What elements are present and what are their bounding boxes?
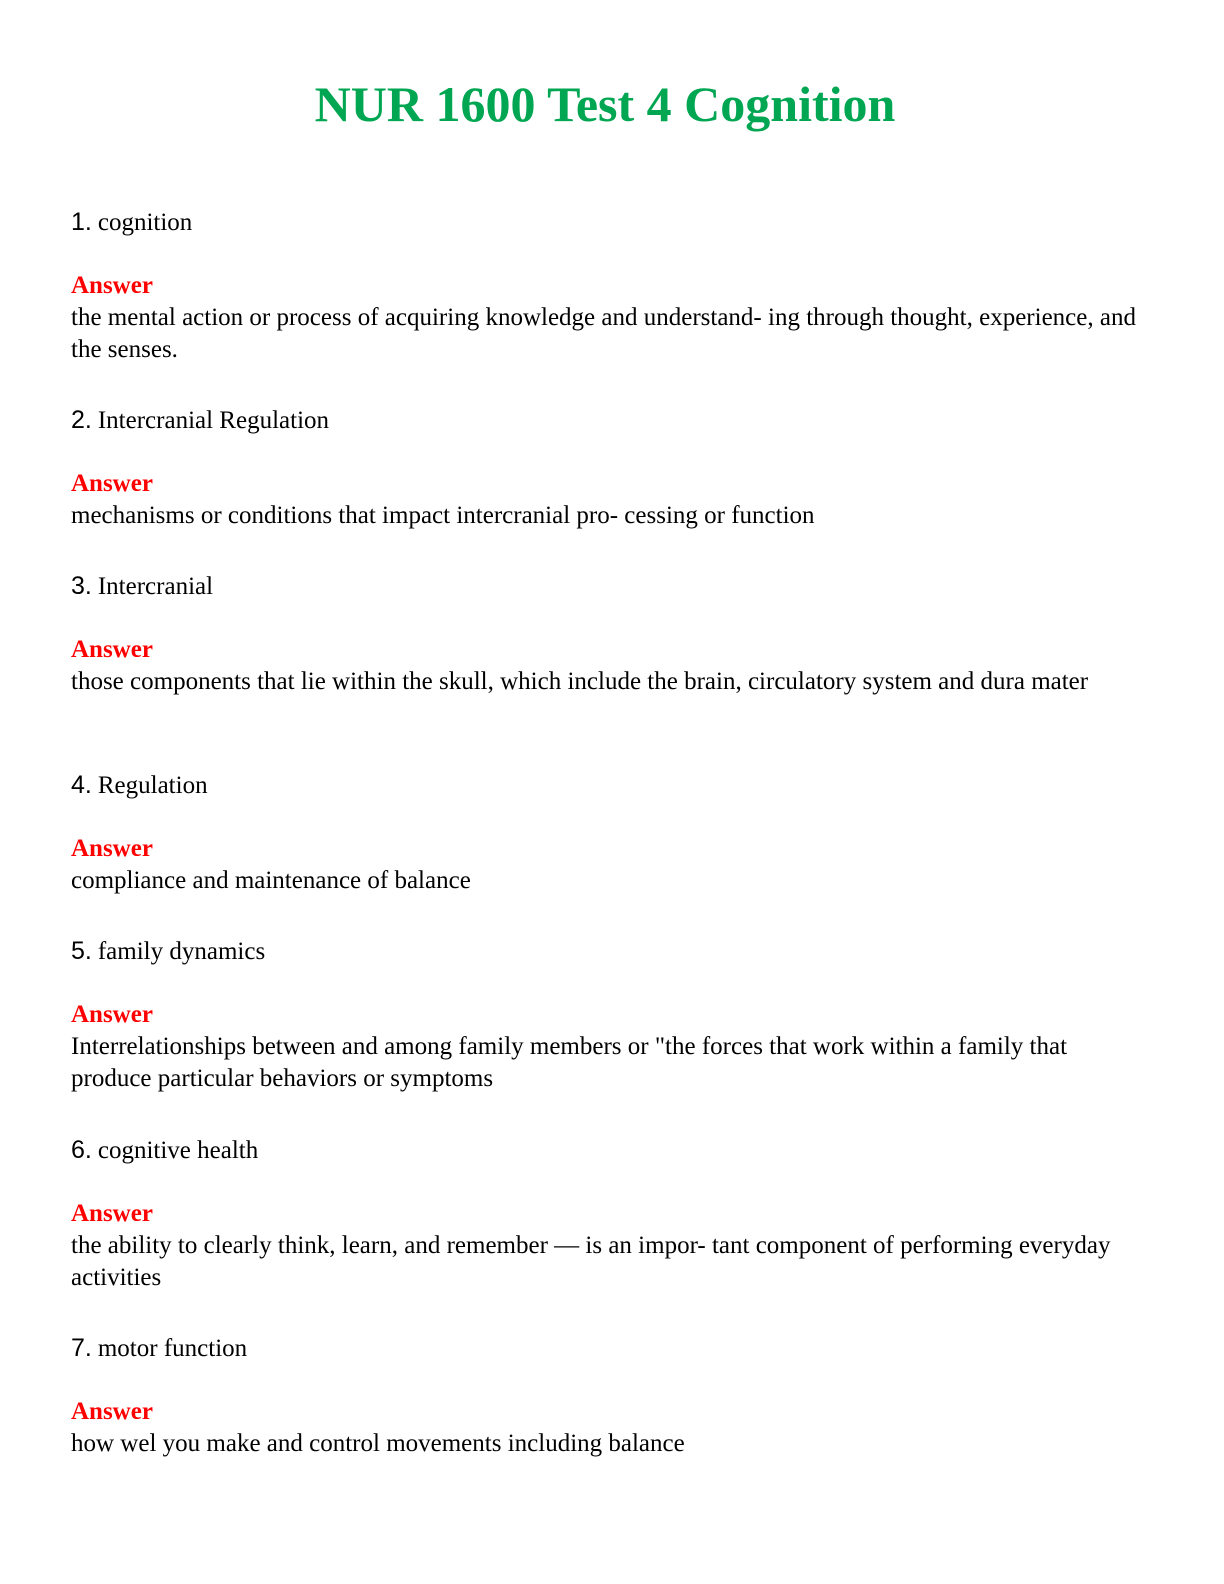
document-title: NUR 1600 Test 4 Cognition — [314, 76, 896, 132]
question-term: cognition — [97, 209, 193, 236]
question-number: 4. — [71, 771, 92, 799]
answer-label: Answer — [71, 1200, 153, 1227]
question-line — [71, 936, 1151, 967]
qa-item-6 — [71, 1135, 1151, 1294]
answer-text: mechanisms or conditions that impact intercranial pro- cessing or function — [71, 502, 815, 529]
qa-item-7 — [71, 1333, 1151, 1460]
answer-label: Answer — [71, 835, 153, 862]
question-number: 3. — [71, 572, 92, 600]
qa-item-2 — [71, 405, 1151, 532]
question-line — [71, 405, 1151, 436]
question-number: 1. — [71, 208, 92, 236]
question-term: Intercranial Regulation — [97, 407, 330, 434]
qa-item-5 — [71, 936, 1151, 1095]
question-term: Intercranial — [97, 573, 214, 600]
question-term: motor function — [97, 1335, 248, 1362]
qa-item-4 — [71, 770, 1151, 897]
answer-text: the ability to clearly think, learn, and remember — is an impor- tant component of performing everyday activities — [71, 1232, 1111, 1291]
question-number: 2. — [71, 406, 92, 434]
qa-item-3 — [71, 571, 1151, 698]
question-term: family dynamics — [97, 938, 266, 965]
answer-label: Answer — [71, 636, 153, 663]
qa-item-1 — [71, 207, 1151, 366]
question-term: cognitive health — [97, 1137, 259, 1164]
answer-label: Answer — [71, 470, 153, 497]
question-number: 7. — [71, 1334, 92, 1362]
answer-text: Interrelationships between and among family members or "the forces that work within a family that produce particular behaviors or symptoms — [71, 1033, 1068, 1092]
question-number: 6. — [71, 1136, 92, 1164]
question-line — [71, 571, 1151, 602]
question-line — [71, 1333, 1151, 1364]
question-number: 5. — [71, 937, 92, 965]
answer-text: how wel you make and control movements including balance — [71, 1430, 685, 1457]
answer-label: Answer — [71, 272, 153, 299]
answer-label: Answer — [71, 1398, 153, 1425]
answer-text: the mental action or process of acquiring knowledge and understand- ing through thought, experience, and the senses. — [71, 304, 1136, 363]
question-term: Regulation — [97, 772, 208, 799]
question-line — [71, 1135, 1151, 1166]
answer-text: compliance and maintenance of balance — [71, 867, 471, 894]
answer-text: those components that lie within the skull, which include the brain, circulatory system and dura mater — [71, 668, 1089, 695]
answer-label: Answer — [71, 1001, 153, 1028]
question-line — [71, 207, 1151, 238]
question-line — [71, 770, 1151, 801]
